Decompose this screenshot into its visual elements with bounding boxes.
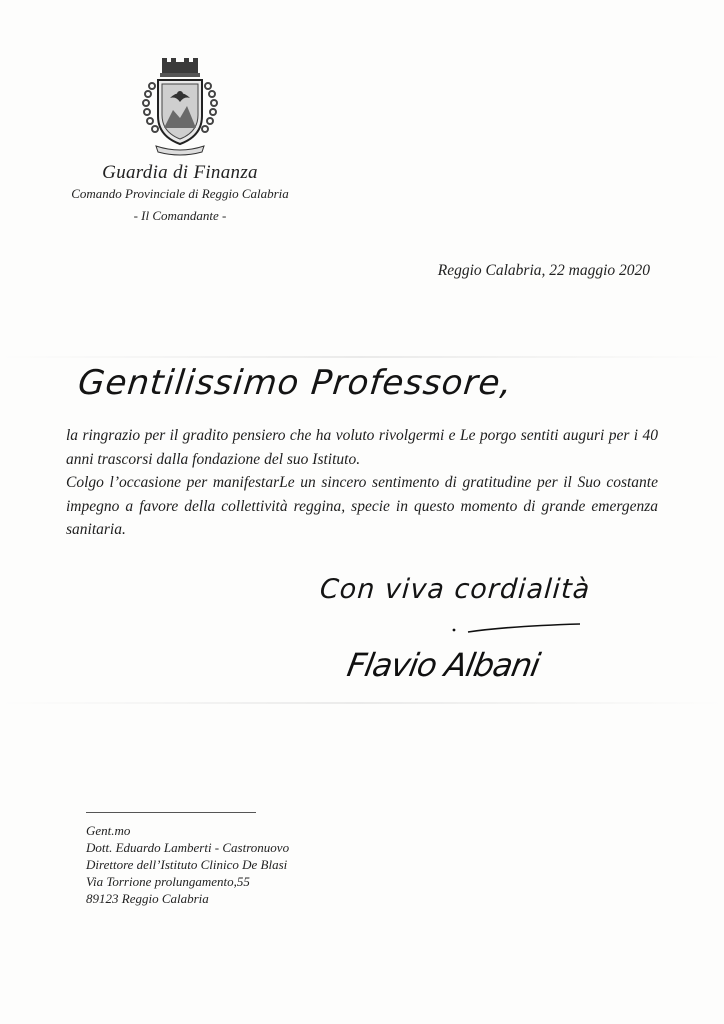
signature-text: Flavio Albani [344,646,543,684]
recipient-line-1: Gent.mo [86,823,131,838]
letterhead-role: - Il Comandante - [133,208,227,223]
letterhead-command: Comando Provinciale di Reggio Calabria [71,186,289,201]
handwritten-salutation [76,348,515,418]
recipient-line-2: Dott. Eduardo Lamberti - Castronuovo [86,840,290,855]
recipient-line-5: 89123 Reggio Calabria [86,891,209,906]
handwritten-signature [344,618,620,698]
recipient-address [86,822,386,907]
recipient-divider [86,812,256,813]
body-paragraph-1: la ringrazio per il gradito pensiero che ha voluto rivolgermi e Le porgo sentiti auguri per i 40 anni trascorsi dalla fondazione del suo Istituto. [66,427,658,468]
recipient-line-4: Via Torrione prolungamento,55 [86,874,250,889]
recipient-line-3: Direttore dell’Istituto Clinico De Blasi [86,857,288,872]
letter-date: Reggio Calabria, 22 maggio 2020 [437,262,650,279]
guardia-di-finanza-crest-icon [140,58,220,158]
body-paragraph-2: Colgo l’occasione per manifestarLe un sincero sentimento di gratitudine per il Suo costante impegno a favore della collettività reggina, specie in questo momento di grande emergenza sanitaria. [66,474,658,538]
salutation-text: Gentilissimo Professore, [76,363,515,403]
handwritten-closing [318,560,628,620]
signature-flourish [468,624,580,632]
letterhead-organization: Guardia di Finanza [102,162,258,183]
scan-fold-line [0,702,724,704]
closing-text: Con viva cordialità [318,574,592,605]
signature-dot [453,629,456,632]
letter-body [66,424,658,542]
